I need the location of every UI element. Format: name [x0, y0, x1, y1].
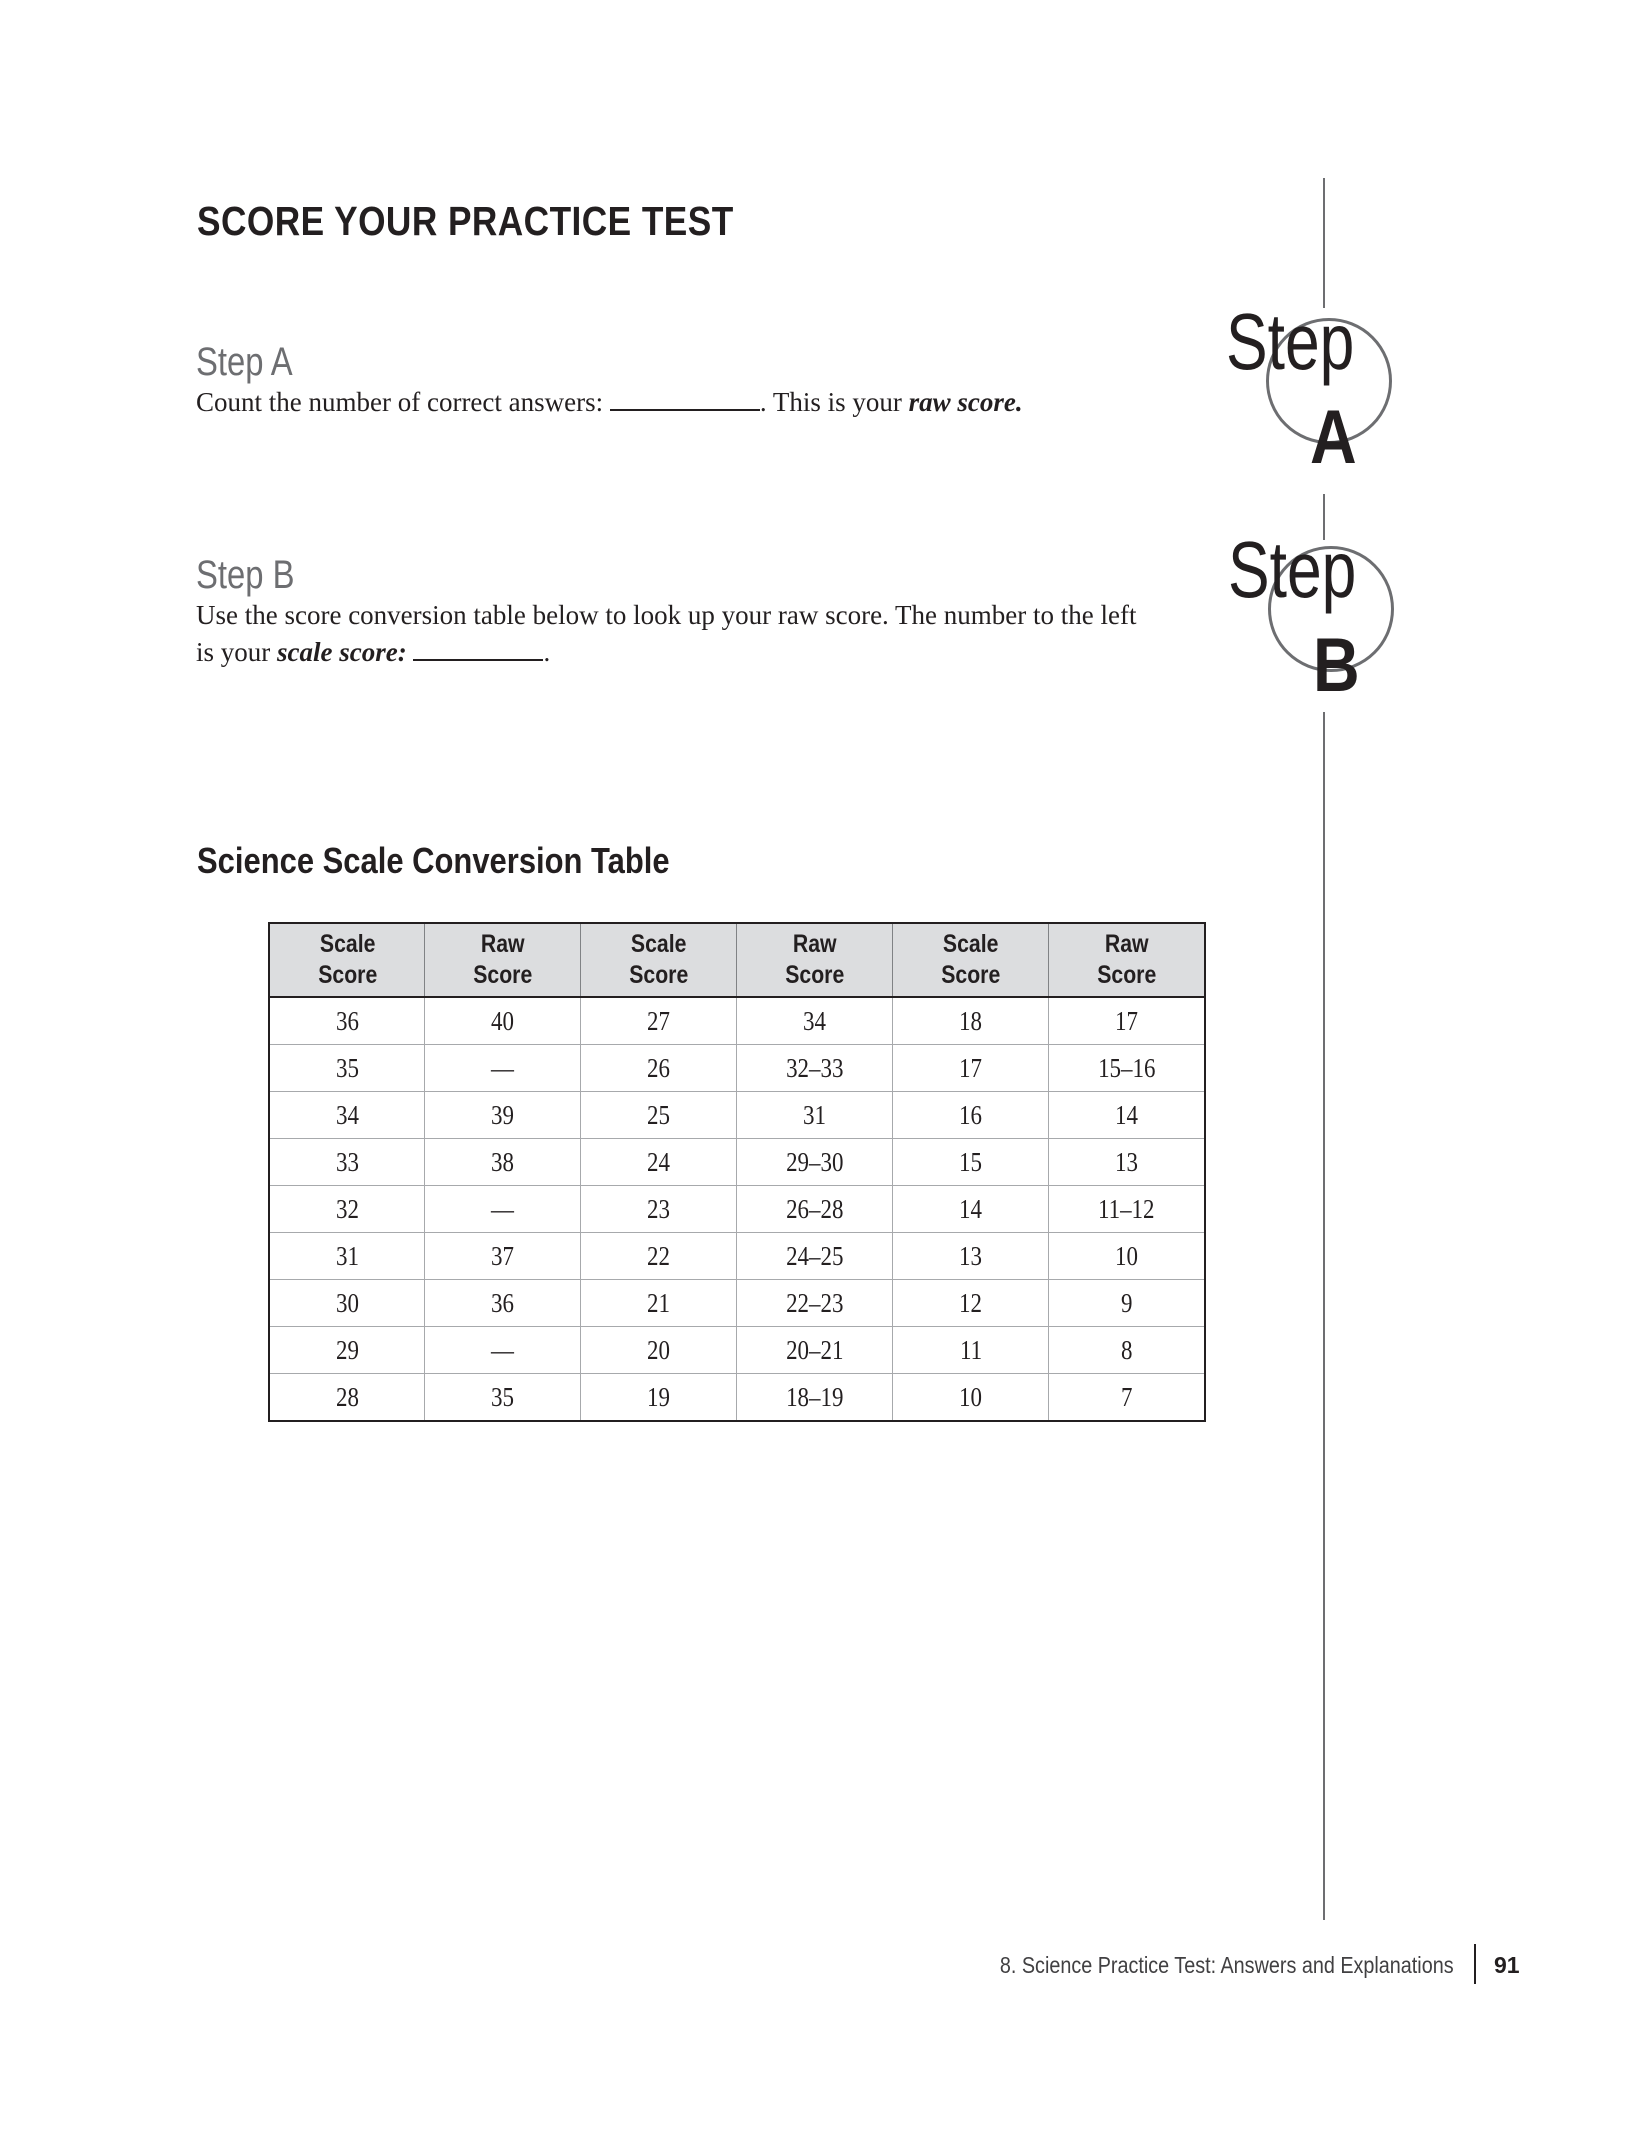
scale-score-cell: [893, 1045, 1049, 1092]
cell-text: 31: [803, 1099, 827, 1130]
side-rule: [1323, 712, 1325, 1920]
cell-text: 23: [647, 1193, 671, 1224]
step-b-badge-word: Step: [1228, 525, 1357, 614]
side-rule: [1323, 178, 1325, 308]
cell-text: 22: [647, 1240, 671, 1271]
cell-text: 34: [335, 1099, 359, 1130]
cell-text: 32: [335, 1193, 359, 1224]
column-header: [1049, 923, 1205, 997]
scale-score-cell: [269, 1139, 425, 1186]
column-header-text: Raw: [1104, 930, 1149, 958]
cell-text: 24–25: [786, 1240, 844, 1271]
column-header-text: Scale: [319, 930, 376, 958]
raw-score-cell: [737, 1327, 893, 1374]
column-header: [269, 923, 425, 997]
raw-score-cell: [737, 1092, 893, 1139]
raw-score-cell: [1049, 1327, 1205, 1374]
cell-text: 33: [335, 1146, 359, 1177]
scale-score-cell: [269, 1327, 425, 1374]
cell-text: 35: [491, 1381, 515, 1412]
page-title: SCORE YOUR PRACTICE TEST: [197, 198, 734, 244]
cell-text: 17: [1115, 1005, 1139, 1036]
cell-text: 15–16: [1098, 1052, 1156, 1083]
scale-score-cell: [893, 1327, 1049, 1374]
cell-text: 32–33: [786, 1052, 844, 1083]
step-a-text-before: Count the number of correct answers:: [196, 387, 610, 417]
raw-score-cell: [425, 1186, 581, 1233]
cell-text: 19: [647, 1381, 671, 1412]
scale-score-cell: [893, 1186, 1049, 1233]
table-header-row: [269, 923, 1205, 997]
cell-text: 10: [1115, 1240, 1139, 1271]
raw-score-cell: [425, 1233, 581, 1280]
raw-score-term: raw score.: [908, 387, 1023, 417]
cell-text: 22–23: [786, 1287, 844, 1318]
cell-text: 20: [647, 1334, 671, 1365]
cell-text: —: [491, 1193, 515, 1224]
cell-text: 25: [647, 1099, 671, 1130]
scale-score-cell: [581, 1139, 737, 1186]
raw-score-cell: [737, 1280, 893, 1327]
raw-score-cell: [1049, 1374, 1205, 1422]
column-header: [581, 923, 737, 997]
step-b-line1: Use the score conversion table below to look up your raw score. The number to the left: [196, 600, 1137, 630]
table-row: [269, 1045, 1205, 1092]
footer-divider: [1474, 1944, 1476, 1984]
scale-score-term: scale score:: [277, 637, 407, 667]
scale-score-cell: [581, 1092, 737, 1139]
table-row: [269, 1280, 1205, 1327]
step-b-line2: [196, 634, 1136, 671]
cell-text: 24: [647, 1146, 671, 1177]
cell-text: 29: [335, 1334, 359, 1365]
scale-score-cell: [269, 1280, 425, 1327]
cell-text: 34: [803, 1005, 827, 1036]
step-a-text-after: . This is your: [759, 387, 909, 417]
step-b-text: [196, 597, 1136, 671]
scale-score-cell: [269, 1045, 425, 1092]
column-header-text: Score: [1097, 961, 1157, 989]
cell-text: 39: [491, 1099, 515, 1130]
cell-text: 7: [1120, 1381, 1133, 1412]
scale-score-cell: [581, 1327, 737, 1374]
raw-score-cell: [737, 1233, 893, 1280]
scale-score-cell: [581, 1280, 737, 1327]
cell-text: 12: [959, 1287, 983, 1318]
cell-text: 36: [335, 1005, 359, 1036]
column-header-text: Raw: [481, 930, 525, 958]
raw-score-cell: [1049, 1139, 1205, 1186]
cell-text: 26–28: [786, 1193, 844, 1224]
raw-score-cell: [737, 1045, 893, 1092]
cell-text: 21: [647, 1287, 671, 1318]
cell-text: 40: [491, 1005, 515, 1036]
cell-text: 31: [335, 1240, 359, 1271]
raw-score-cell: [737, 1186, 893, 1233]
step-a-heading: Step A: [196, 340, 293, 384]
raw-score-cell: [1049, 997, 1205, 1045]
column-header: [425, 923, 581, 997]
raw-score-cell: [425, 1374, 581, 1422]
cell-text: 15: [959, 1146, 983, 1177]
scale-score-cell: [269, 1092, 425, 1139]
step-a-badge-word: Step: [1226, 297, 1355, 386]
column-header: [737, 923, 893, 997]
column-header: [893, 923, 1049, 997]
table-title: Science Scale Conversion Table: [197, 840, 670, 881]
cell-text: 38: [491, 1146, 515, 1177]
table-row: [269, 1327, 1205, 1374]
cell-text: 16: [959, 1099, 983, 1130]
raw-score-cell: [425, 1327, 581, 1374]
cell-text: 36: [491, 1287, 515, 1318]
cell-text: 26: [647, 1052, 671, 1083]
raw-score-cell: [1049, 1045, 1205, 1092]
cell-text: 30: [335, 1287, 359, 1318]
cell-text: —: [491, 1052, 515, 1083]
scale-score-blank[interactable]: [413, 637, 543, 661]
scale-score-cell: [269, 1233, 425, 1280]
page-number: 91: [1494, 1952, 1520, 1978]
conversion-table: [268, 922, 1206, 1422]
table-row: [269, 997, 1205, 1045]
column-header-text: Score: [317, 961, 377, 989]
scale-score-cell: [893, 1374, 1049, 1422]
step-a-badge-letter: A: [1310, 395, 1357, 480]
raw-score-cell: [425, 1139, 581, 1186]
scale-score-cell: [581, 1186, 737, 1233]
column-header-text: Score: [473, 961, 533, 989]
cell-text: —: [491, 1334, 515, 1365]
step-a-text: [196, 384, 1023, 421]
step-b-heading: Step B: [196, 553, 295, 597]
cell-text: 11: [959, 1334, 982, 1365]
raw-score-cell: [1049, 1280, 1205, 1327]
cell-text: 17: [959, 1052, 983, 1083]
step-b-line2-before: is your: [196, 637, 277, 667]
cell-text: 11–12: [1098, 1193, 1155, 1224]
raw-score-cell: [737, 997, 893, 1045]
scale-score-cell: [893, 997, 1049, 1045]
scale-score-cell: [893, 1233, 1049, 1280]
cell-text: 20–21: [786, 1334, 844, 1365]
raw-score-cell: [1049, 1233, 1205, 1280]
raw-score-cell: [737, 1139, 893, 1186]
cell-text: 27: [647, 1005, 671, 1036]
cell-text: 29–30: [786, 1146, 844, 1177]
table-row: [269, 1092, 1205, 1139]
cell-text: 8: [1120, 1334, 1133, 1365]
scale-score-cell: [581, 1045, 737, 1092]
raw-score-cell: [425, 1092, 581, 1139]
cell-text: 13: [1115, 1146, 1139, 1177]
column-header-text: Score: [785, 961, 845, 989]
raw-score-cell: [1049, 1092, 1205, 1139]
scale-score-cell: [893, 1092, 1049, 1139]
step-b-badge-letter: B: [1313, 623, 1360, 708]
cell-text: 10: [959, 1381, 983, 1412]
step-b-line2-after: .: [543, 637, 551, 667]
raw-score-cell: [425, 997, 581, 1045]
cell-text: 9: [1120, 1287, 1133, 1318]
scale-score-cell: [581, 1374, 737, 1422]
column-header-text: Scale: [631, 930, 687, 958]
cell-text: 35: [335, 1052, 359, 1083]
raw-score-blank[interactable]: [610, 387, 760, 411]
raw-score-cell: [425, 1280, 581, 1327]
cell-text: 18–19: [786, 1381, 844, 1412]
table-row: [269, 1374, 1205, 1422]
footer-chapter: 8. Science Practice Test: Answers and Explanations: [1000, 1952, 1454, 1978]
column-header-text: Score: [941, 961, 1001, 989]
table-row: [269, 1186, 1205, 1233]
cell-text: 18: [959, 1005, 983, 1036]
scale-score-cell: [269, 997, 425, 1045]
scale-score-cell: [581, 997, 737, 1045]
scale-score-cell: [269, 1374, 425, 1422]
cell-text: 37: [491, 1240, 515, 1271]
scale-score-cell: [893, 1280, 1049, 1327]
scale-score-cell: [269, 1186, 425, 1233]
column-header-text: Scale: [943, 930, 999, 958]
scale-score-cell: [581, 1233, 737, 1280]
raw-score-cell: [425, 1045, 581, 1092]
raw-score-cell: [737, 1374, 893, 1422]
table-row: [269, 1233, 1205, 1280]
table-row: [269, 1139, 1205, 1186]
scale-score-cell: [893, 1139, 1049, 1186]
raw-score-cell: [1049, 1186, 1205, 1233]
cell-text: 14: [959, 1193, 983, 1224]
column-header-text: Score: [629, 961, 689, 989]
cell-text: 13: [959, 1240, 983, 1271]
column-header-text: Raw: [793, 930, 837, 958]
cell-text: 14: [1115, 1099, 1139, 1130]
cell-text: 28: [335, 1381, 359, 1412]
